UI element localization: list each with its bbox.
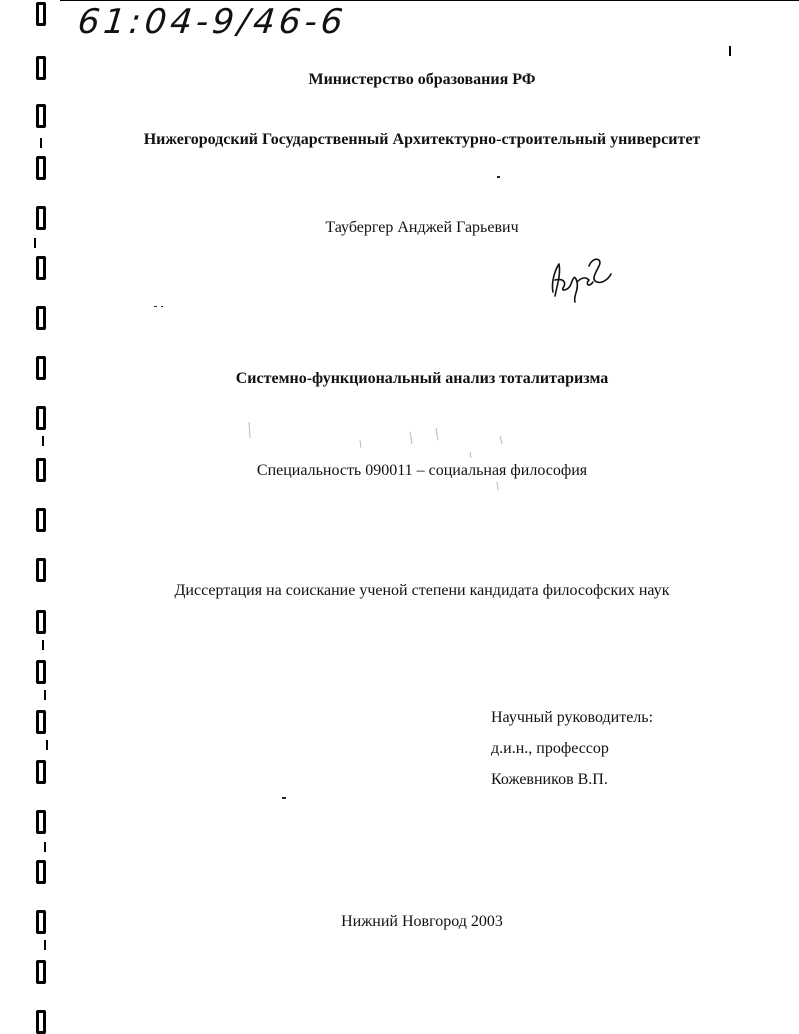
binding-hole: [36, 810, 46, 834]
binding-hole: [36, 104, 46, 128]
university-heading: Нижегородский Государственный Архитектурно-строительный университет: [143, 131, 701, 148]
binding-hole: [36, 558, 46, 582]
binding-hole: [36, 256, 46, 280]
binding-hole: [36, 760, 46, 784]
supervisor-degree: д.и.н., профессор: [491, 740, 609, 757]
binding-tick: [42, 436, 44, 446]
binding-hole: [36, 306, 46, 330]
signature-icon: [545, 252, 615, 307]
binding-tick: [44, 842, 46, 852]
binding-tick: [34, 238, 36, 248]
top-border-line: [60, 0, 799, 1]
ministry-heading: Министерство образования РФ: [308, 71, 536, 88]
binding-hole: [36, 860, 46, 884]
binding-hole: [36, 2, 46, 26]
binding-hole: [36, 610, 46, 634]
binding-tick: [44, 690, 46, 700]
binding-hole: [36, 1010, 46, 1034]
city-year: Нижний Новгород 2003: [341, 913, 503, 930]
binding-hole: [36, 960, 46, 984]
specialty-line: Специальность 090011 – социальная философия: [256, 462, 588, 479]
supervisor-block: [491, 702, 653, 795]
binding-strip: [0, 0, 60, 1034]
supervisor-label: Научный руководитель:: [491, 709, 654, 726]
binding-hole: [36, 660, 46, 684]
binding-hole: [36, 710, 46, 734]
binding-tick: [42, 640, 44, 650]
binding-hole: [36, 508, 46, 532]
binding-hole: [36, 156, 46, 180]
supervisor-name: Кожевников В.П.: [491, 771, 608, 788]
margin-mark: [729, 46, 731, 56]
dissertation-title: Системно-функциональный анализ тоталитаризма: [235, 370, 609, 387]
binding-tick: [44, 940, 46, 950]
author-name: Таубергер Анджей Гарьевич: [325, 219, 519, 236]
binding-hole: [36, 406, 46, 430]
binding-tick: [46, 740, 48, 750]
dissertation-type: Диссертация на соискание ученой степени кандидата философских наук: [174, 582, 670, 599]
archive-number: 61:04-9/46-6: [75, 2, 349, 42]
